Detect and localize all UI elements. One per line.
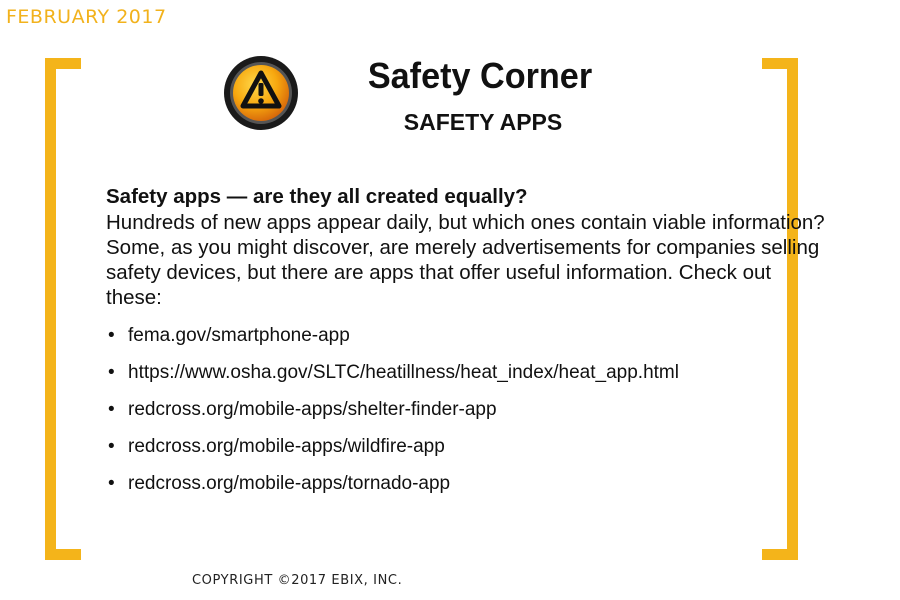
page-subtitle: SAFETY APPS [403, 109, 563, 135]
list-item [106, 361, 826, 398]
bullet-icon: • [108, 399, 115, 420]
article-body [106, 184, 826, 509]
app-link[interactable]: fema.gov/smartphone-app [128, 325, 350, 346]
left-frame-bracket [45, 58, 81, 560]
app-link[interactable]: https://www.osha.gov/SLTC/heatillness/heat_index/heat_app.html [128, 362, 679, 383]
list-item [106, 398, 826, 435]
app-link[interactable]: redcross.org/mobile-apps/shelter-finder-app [128, 399, 497, 420]
bullet-icon: • [108, 362, 115, 383]
app-link-list [106, 324, 826, 509]
warning-triangle-icon [222, 54, 300, 132]
list-item [106, 435, 826, 472]
bullet-icon: • [108, 473, 115, 494]
bullet-icon: • [108, 325, 115, 346]
article-heading: Safety apps — are they all created equally? [106, 185, 528, 208]
article-intro: Hundreds of new apps appear daily, but which ones contain viable information? Some, as you might discover, are merely advertisements for companies selling safety devices, but there are apps that offer useful information. Check out these: [106, 211, 825, 309]
issue-date: FEBRUARY 2017 [6, 6, 167, 28]
list-item [106, 324, 826, 361]
app-link[interactable]: redcross.org/mobile-apps/tornado-app [128, 473, 451, 494]
list-item [106, 472, 826, 509]
bullet-icon: • [108, 436, 115, 457]
page-title: Safety Corner [367, 55, 593, 96]
copyright-notice: COPYRIGHT ©2017 EBIX, INC. [192, 573, 403, 588]
app-link[interactable]: redcross.org/mobile-apps/wildfire-app [128, 436, 445, 457]
